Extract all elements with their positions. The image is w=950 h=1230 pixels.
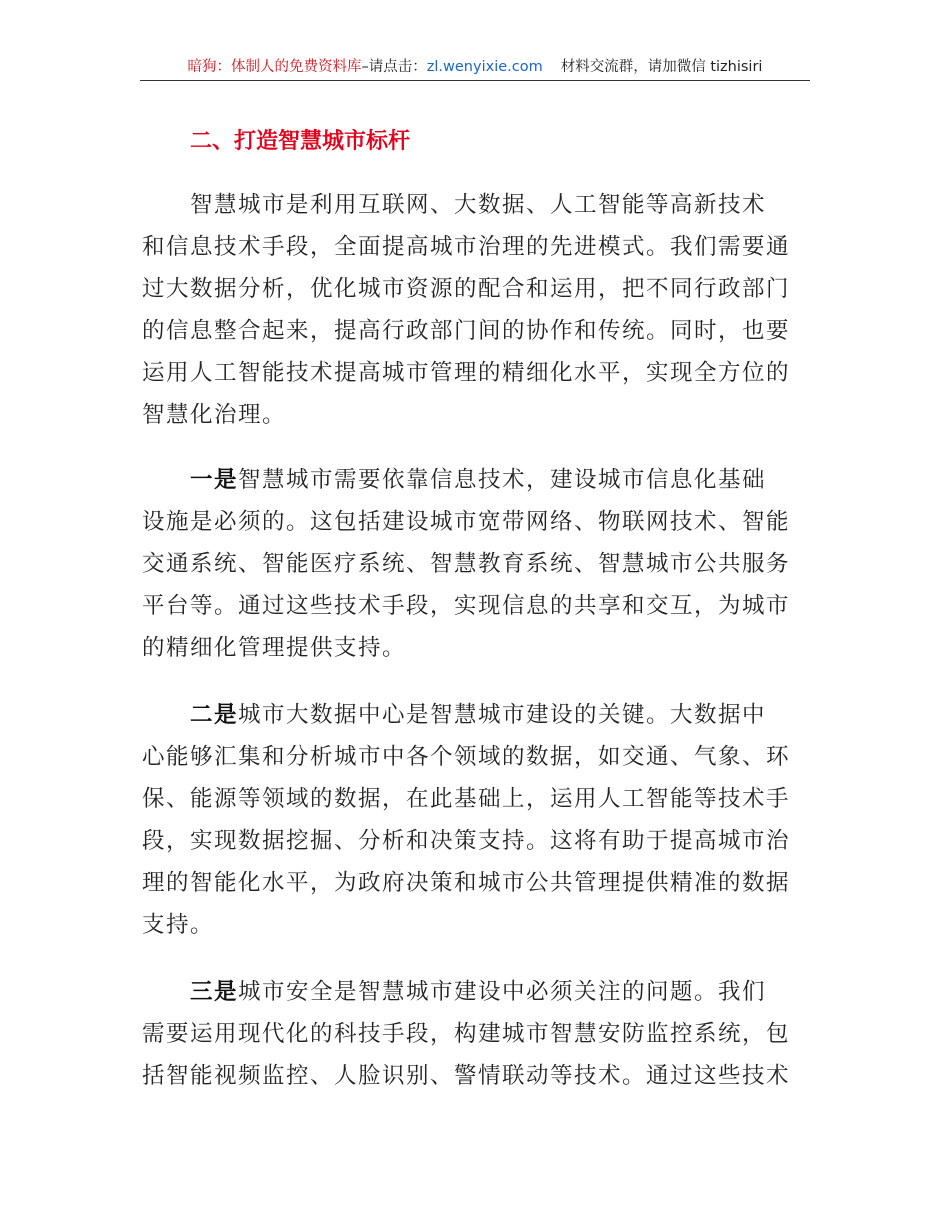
paragraph-line: 的信息整合起来，提高行政部门间的协作和传统。同时，也要 bbox=[142, 318, 791, 344]
paragraph-line: 的精细化管理提供支持。 bbox=[142, 635, 407, 661]
paragraph-line: 保、能源等领域的数据，在此基础上，运用人工智能等技术手 bbox=[142, 786, 791, 812]
header-click-prompt: –请点击： bbox=[361, 59, 427, 75]
paragraph-line: 段，实现数据挖掘、分析和决策支持。这将有助于提高城市治 bbox=[142, 828, 791, 854]
point-two-text: 城市大数据中心是智慧城市建设的关键。大数据中 bbox=[238, 702, 767, 728]
paragraph-intro bbox=[142, 184, 810, 436]
paragraph-line: 需要运用现代化的科技手段，构建城市智慧安防监控系统，包 bbox=[142, 1021, 791, 1047]
point-one-lead: 一是 bbox=[190, 467, 239, 493]
paragraph-line: 理的智能化水平，为政府决策和城市公共管理提供精准的数据 bbox=[142, 870, 791, 896]
paragraph-line: 运用人工智能技术提高城市管理的精细化水平，实现全方位的 bbox=[142, 360, 791, 386]
paragraph-line bbox=[142, 459, 810, 501]
paragraph-line: 括智能视频监控、人脸识别、警情联动等技术。通过这些技术 bbox=[142, 1063, 791, 1089]
section-heading: 二、打造智慧城市标杆 bbox=[190, 129, 411, 154]
page-header bbox=[140, 56, 810, 81]
paragraph-line: 心能够汇集和分析城市中各个领域的数据，如交通、气象、环 bbox=[142, 744, 791, 770]
header-group-note: 材料交流群，请加微信 tizhisiri bbox=[560, 59, 763, 75]
paragraph-line: 和信息技术手段，全面提高城市治理的先进模式。我们需要通 bbox=[142, 234, 791, 260]
paragraph-line bbox=[142, 694, 810, 736]
paragraph-line: 交通系统、智能医疗系统、智慧教育系统、智慧城市公共服务 bbox=[142, 551, 791, 577]
paragraph-line: 设施是必须的。这包括建设城市宽带网络、物联网技术、智能 bbox=[142, 509, 791, 535]
paragraph-point-three bbox=[142, 971, 810, 1097]
header-url-link[interactable]: zl.wenyixie.com bbox=[426, 59, 543, 75]
paragraph-line: 智慧化治理。 bbox=[142, 402, 287, 428]
paragraph-point-two bbox=[142, 694, 810, 946]
paragraph-line: 过大数据分析，优化城市资源的配合和运用，把不同行政部门 bbox=[142, 276, 791, 302]
point-three-text: 城市安全是智慧城市建设中必须关注的问题。我们 bbox=[238, 979, 767, 1005]
point-one-text: 智慧城市需要依靠信息技术，建设城市信息化基础 bbox=[238, 467, 767, 493]
point-two-lead: 二是 bbox=[190, 702, 239, 728]
paragraph-line bbox=[142, 971, 810, 1013]
paragraph-line: 平台等。通过这些技术手段，实现信息的共享和交互，为城市 bbox=[142, 593, 791, 619]
paragraph-point-one bbox=[142, 459, 810, 669]
point-three-lead: 三是 bbox=[190, 979, 239, 1005]
paragraph-line: 支持。 bbox=[142, 912, 215, 938]
header-site-name: 暗狗：体制人的免费资料库 bbox=[187, 59, 362, 75]
paragraph-line: 智慧城市是利用互联网、大数据、人工智能等高新技术 bbox=[190, 192, 767, 218]
